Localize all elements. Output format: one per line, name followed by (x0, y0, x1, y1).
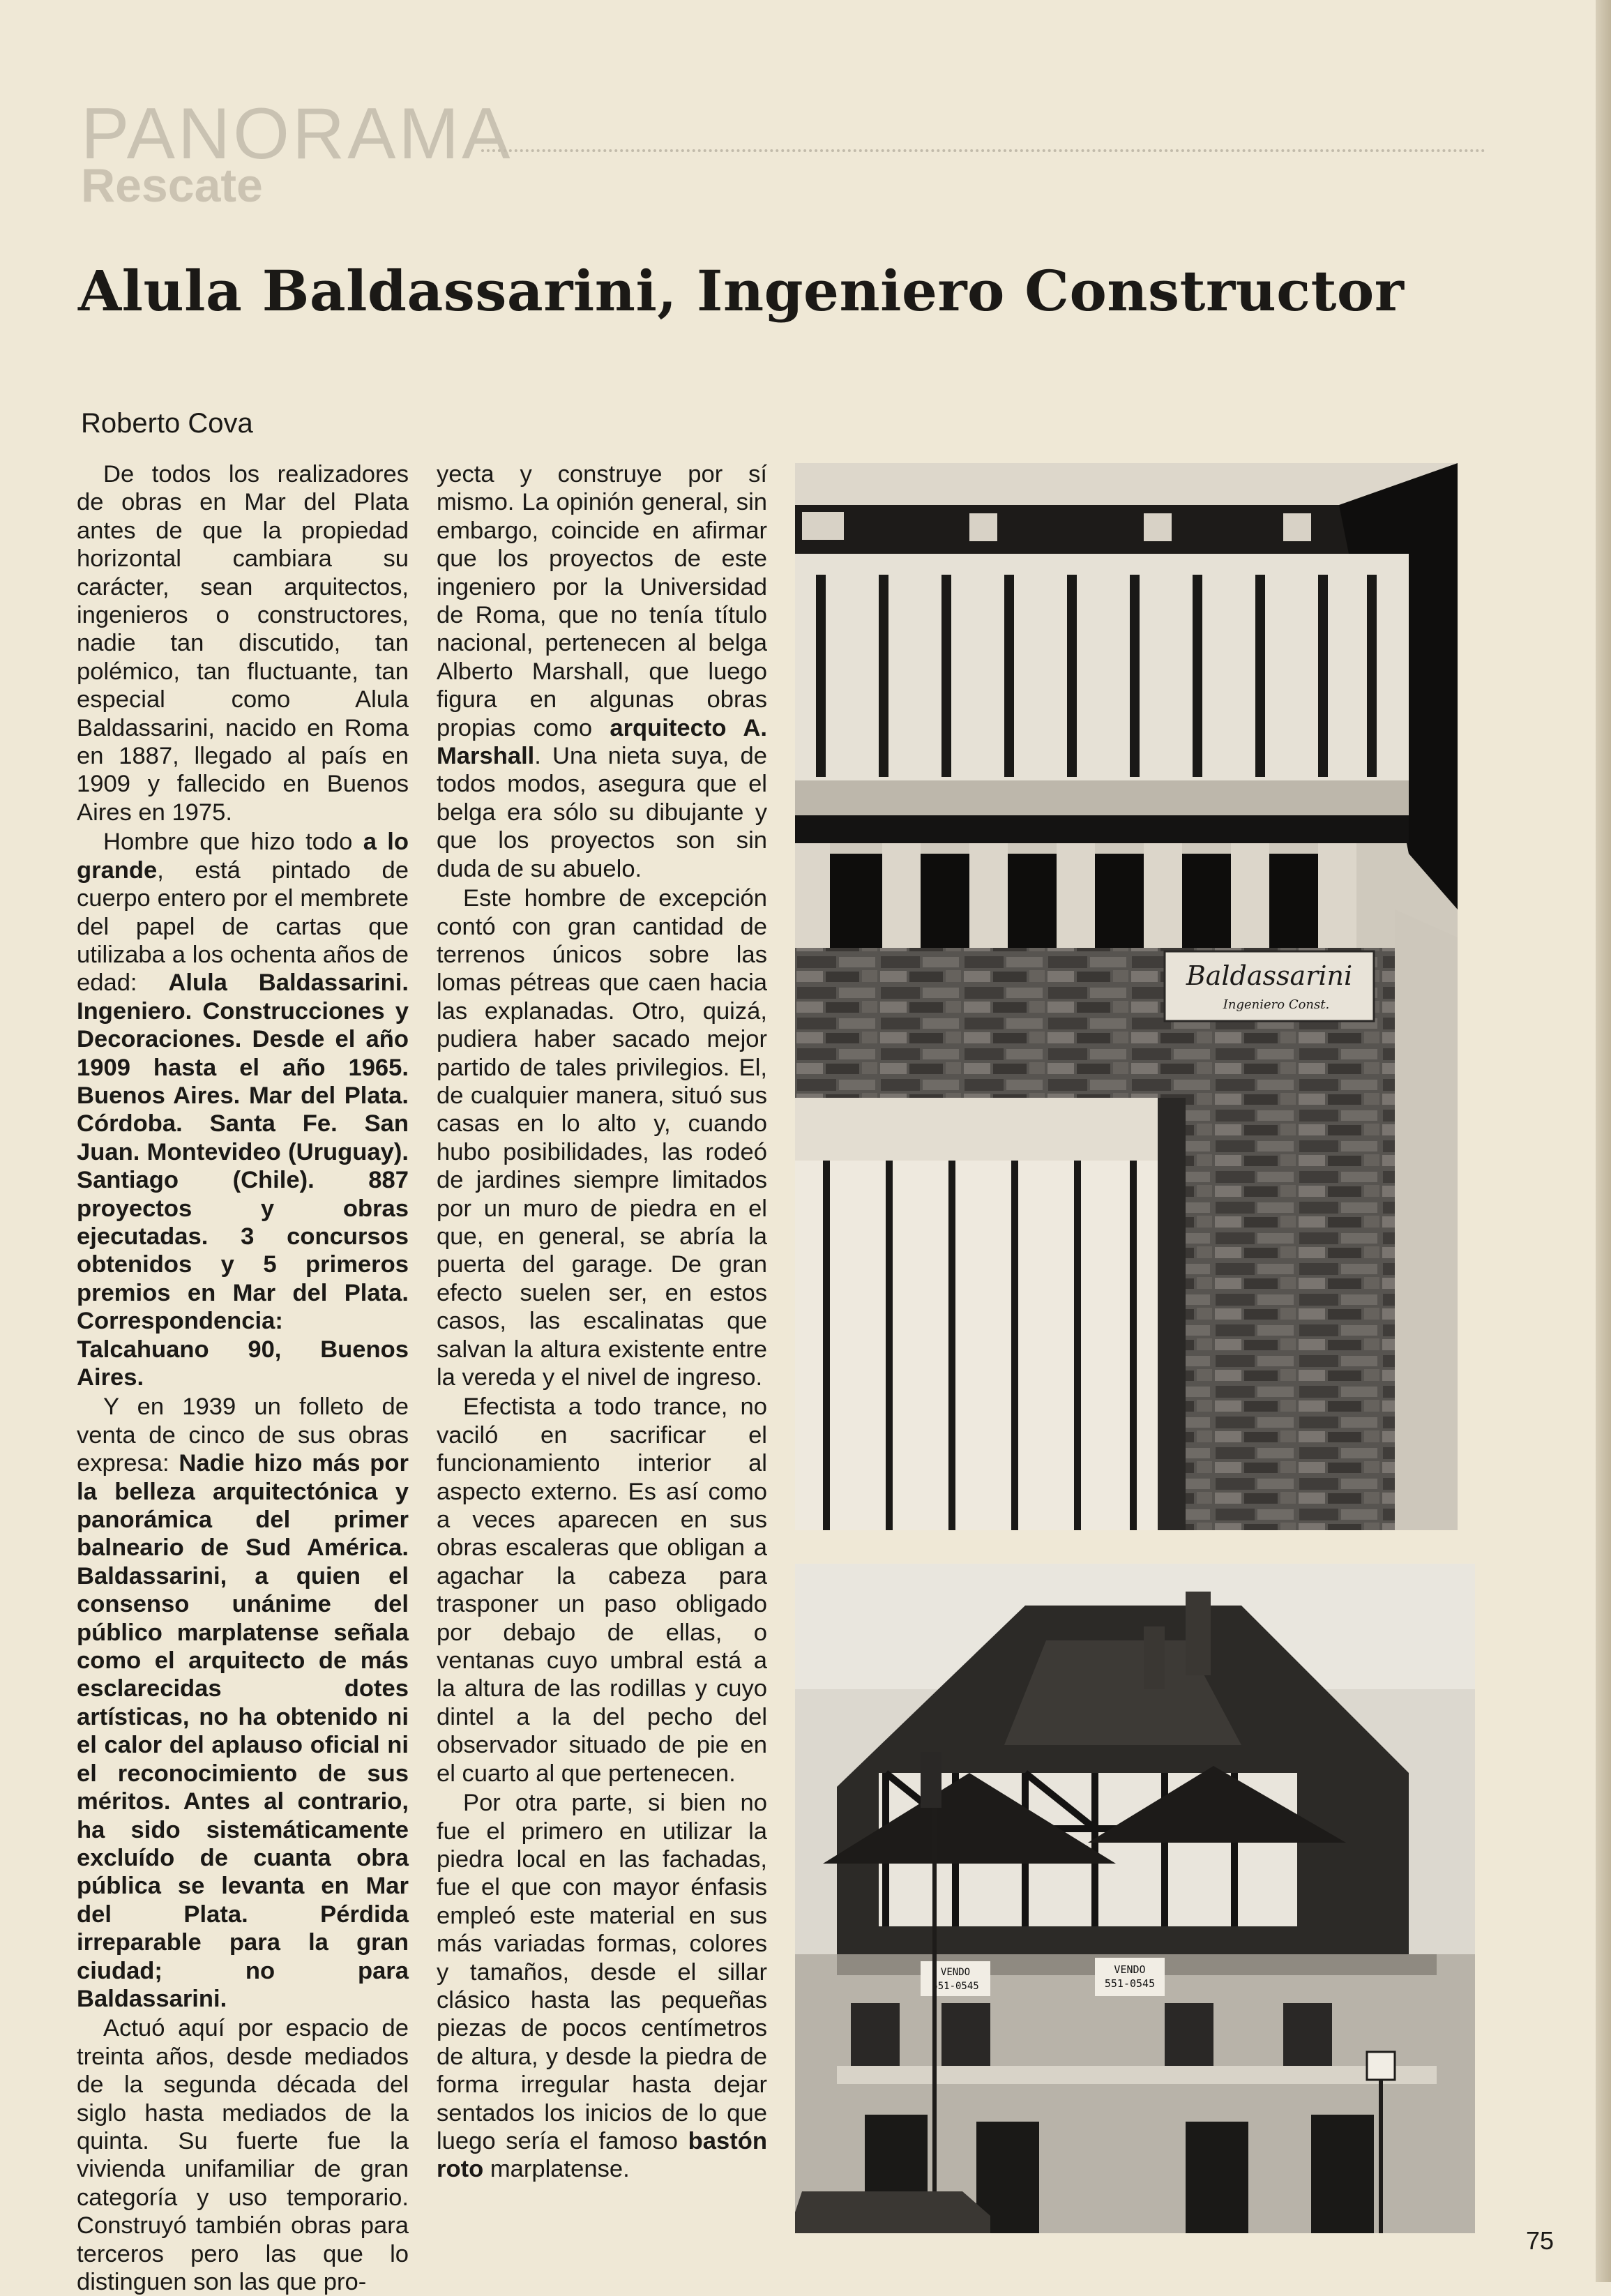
text-run: . Una nieta suya, de todos modos, asegura que el belga era sólo su dibujante y que los proyectos son sin duda de su abuelo. (437, 743, 767, 882)
section-subtitle: Rescate (81, 159, 263, 212)
plaque-signature: Baldassarini (1186, 960, 1353, 991)
text-run: yecta y construye por sí mismo. La opinión general, sin embargo, coincide en afirmar que los proyectos de este ingeniero por la Universidad de Roma, que no tenía título nacional, pertenecen al belga Alberto Marshall, que luego figura en algunas obras propias como (437, 461, 767, 741)
article-title: Alula Baldassarini, Ingeniero Constructor (78, 258, 1405, 324)
paragraph: Efectista a todo trance, no vaciló en sacrificar el funcionamiento interior al aspecto externo. Es así como a veces aparecen en sus obras escaleras que obligan a agachar la cabeza para trasponer un paso obligado por debajo de ellas, o ventanas cuyo umbral está a la altura de las rodillas y cuyo dintel a la del pecho del observador situado de pie en el cuarto al que pertenecen. (437, 1394, 767, 1787)
text-run: , está pintado de cuerpo entero por el membrete del papel de cartas que utilizaba a los ochenta años de edad: (77, 856, 409, 997)
text-run: Por otra parte, si bien no fue el primero en utilizar la piedra local en las fachadas, fue el que con mayor énfasis empleó este material en sus más variadas formas, colores y tamaños, desde el sillar clásico hasta las pequeñas piezas de pocos centímetros de altura, y desde la piedra de forma irregular hasta dejar sentados los inicios de lo que luego sería el famoso (437, 1790, 767, 2154)
paragraph (437, 1789, 767, 2184)
for-sale-sign-right-line1: VENDO (1114, 1963, 1146, 1976)
text-run: Y en 1939 un folleto de venta de cinco de sus obras expresa: (77, 1394, 409, 1477)
paragraph: Este hombre de excepción contó con gran cantidad de terrenos únicos sobre las lomas pétreas que caen hacia las explanadas. Otro, quizá, pudiera haber sacado mejor partido de tales privilegios. El, de cualquier manera, situó sus casas en lo alto y, cuando hubo posibilidades, las rodeó de jardines siempre limitados por un muro de piedra en el que, en general, se abría la puerta del garage. De gran efecto suelen ser, en estos casos, las escalinatas que salvan la altura existente entre la vereda y el nivel de ingreso. (437, 885, 767, 1391)
plaque-subtitle: Ingeniero Const. (1223, 997, 1330, 1012)
section-title: PANORAMA (81, 93, 513, 174)
for-sale-sign-left-line2: 551-0545 (932, 1981, 979, 1992)
page-edge (1596, 0, 1611, 2282)
letterhead-quote: Alula Baldassarini. Ingeniero. Construcciones y Decoraciones. Desde el año 1909 hasta el año 1965. Buenos Aires. Mar del Plata. Córdoba. Santa Fe. San Juan. Montevideo (Uruguay). Santiago (Chile). 887 proyectos y obras ejecutadas. 3 concursos obtenidos y 5 primeros premios en Mar del Plata. Correspondencia: Talcahuano 90, Buenos Aires. (77, 969, 409, 1391)
text-column-1 (77, 460, 409, 2296)
photo-stone-facade (795, 463, 1458, 1530)
article-author: Roberto Cova (81, 408, 253, 439)
bold-run: arquitecto A. Marshall (437, 714, 767, 770)
paragraph (77, 828, 409, 1391)
text-run: Hombre que hizo todo (103, 829, 363, 856)
page-number: 75 (1526, 2226, 1555, 2255)
section-rule (481, 149, 1485, 152)
paragraph: Actuó aquí por espacio de treinta años, desde mediados de la segunda década del siglo hasta mediados de la quinta. Su fuerte fue la vivienda unifamiliar de gran categoría y uso temporario. Construyó también obras para terceros pero las que lo distinguen son las que pro- (77, 2015, 409, 2295)
paragraph (77, 1393, 409, 2013)
paragraph (437, 460, 767, 883)
for-sale-sign-right-line2: 551-0545 (1104, 1977, 1156, 1990)
brochure-quote: Nadie hizo más por la belleza arquitectónica y panorámica del primer balneario de Sud América. Baldassarini, a quien el consenso unánime del público marplatense señala como el arquitecto de más esclarecidas dotes artísticas, no ha obtenido ni el calor del aplauso oficial ni el reconocimiento de sus méritos. Antes al contrario, ha sido sistemáticamente excluído de cuanta obra pública se levanta en Mar del Plata. Pérdida irreparable para la gran ciudad; no para Baldassarini. (77, 1450, 409, 2012)
photo-tudor-house (795, 1564, 1475, 2233)
for-sale-sign-left-line1: VENDO (940, 1967, 971, 1978)
paragraph: De todos los realizadores de obras en Mar del Plata antes de que la propiedad horizontal cambiara su carácter, sean arquitectos, ingenieros o constructores, nadie tan discutido, tan polémico, tan fluctuante, tan especial como Alula Baldassarini, nacido en Roma en 1887, llegado al país en 1909 y fallecido en Buenos Aires en 1975. (77, 461, 409, 826)
bold-run: a lo grande (77, 829, 409, 884)
text-column-2 (437, 460, 767, 2184)
bold-run: bastón roto (437, 2127, 767, 2183)
text-run: marplatense. (483, 2156, 630, 2183)
